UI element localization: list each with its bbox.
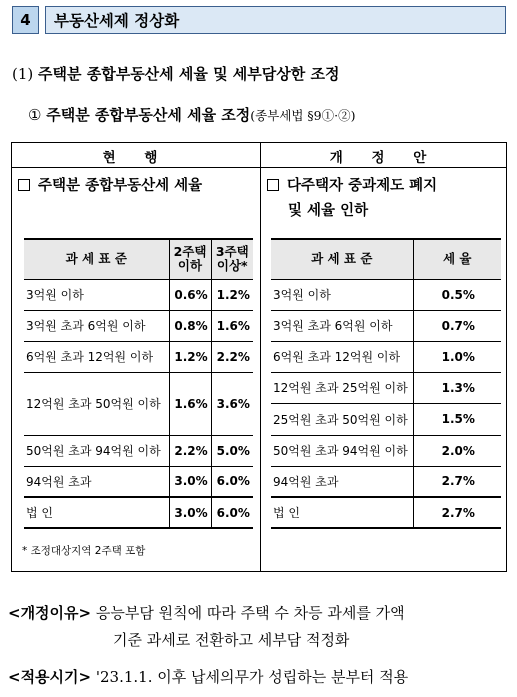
tax-base-cell: 25억원 초과 50억원 이하 xyxy=(271,403,413,435)
tax-base-cell: 50억원 초과 94억원 이하 xyxy=(24,435,169,466)
table-header-tax-base: 과 세 표 준 xyxy=(24,239,169,279)
rate-cell: 3.0% xyxy=(169,497,211,528)
section-title: 부동산세제 정상화 xyxy=(45,6,506,34)
rate-cell: 1.5% xyxy=(413,403,501,435)
rate-cell: 5.0% xyxy=(211,435,253,466)
rate-cell: 6.0% xyxy=(211,466,253,497)
rate-cell: 0.8% xyxy=(169,310,211,341)
rate-cell: 0.7% xyxy=(413,310,501,341)
rate-cell: 1.2% xyxy=(211,279,253,310)
tax-base-cell: 3억원 초과 6억원 이하 xyxy=(24,310,169,341)
rate-cell: 2.2% xyxy=(169,435,211,466)
rate-cell: 0.6% xyxy=(169,279,211,310)
tax-base-cell: 50억원 초과 94억원 이하 xyxy=(271,435,413,466)
comparison-box xyxy=(11,142,507,572)
heading-2-text: 주택분 종합부동산세 세율 조정 xyxy=(46,106,251,124)
rate-cell: 2.7% xyxy=(413,497,501,528)
table-row xyxy=(271,466,501,497)
current-rate-table xyxy=(24,238,253,529)
timing-label: <적용시기> xyxy=(8,668,92,686)
timing-paragraph xyxy=(8,666,408,687)
tax-base-cell: 법 인 xyxy=(24,497,169,528)
tax-base-cell: 법 인 xyxy=(271,497,413,528)
tax-base-cell: 3억원 이하 xyxy=(271,279,413,310)
section-header xyxy=(12,6,506,34)
table-row-corporation xyxy=(24,497,253,528)
rate-cell: 3.0% xyxy=(169,466,211,497)
table-row xyxy=(271,403,501,435)
heading-2-ref: (종부세법 §9①·②) xyxy=(250,108,356,123)
reason-label: <개정이유> xyxy=(8,604,92,622)
rate-cell: 1.6% xyxy=(169,372,211,435)
proposal-box-title: 다주택자 중과제도 폐지 및 세율 인하 xyxy=(267,174,437,224)
table-row xyxy=(271,372,501,403)
tax-base-cell: 3억원 이하 xyxy=(24,279,169,310)
footnote: * 조정대상지역 2주택 포함 xyxy=(22,545,146,557)
rate-cell: 2.0% xyxy=(413,435,501,466)
table-row xyxy=(24,279,253,310)
table-header-2house: 2주택 이하 xyxy=(169,239,211,279)
table-row xyxy=(24,372,253,435)
rate-cell: 1.0% xyxy=(413,341,501,372)
tax-base-cell: 94억원 초과 xyxy=(271,466,413,497)
section-number: 4 xyxy=(12,6,39,34)
timing-text: '23.1.1. 이후 납세의무가 성립하는 분부터 적용 xyxy=(95,668,409,686)
column-divider xyxy=(260,143,261,571)
table-row xyxy=(24,435,253,466)
proposal-rate-table xyxy=(271,238,501,529)
reason-paragraph xyxy=(8,600,405,654)
rate-cell: 1.3% xyxy=(413,372,501,403)
tax-base-cell: 6억원 초과 12억원 이하 xyxy=(271,341,413,372)
table-header-rate: 세 율 xyxy=(413,239,501,279)
tax-base-cell: 3억원 초과 6억원 이하 xyxy=(271,310,413,341)
table-row xyxy=(271,341,501,372)
rate-cell: 3.6% xyxy=(211,372,253,435)
tax-base-cell: 12억원 초과 25억원 이하 xyxy=(271,372,413,403)
checkbox-square-icon xyxy=(18,179,30,191)
rate-cell: 1.6% xyxy=(211,310,253,341)
table-header-3house: 3주택 이상* xyxy=(211,239,253,279)
table-header-tax-base: 과 세 표 준 xyxy=(271,239,413,279)
reason-line-1: 응능부담 원칙에 따라 주택 수 차등 과세를 가액 xyxy=(95,604,405,622)
rate-cell: 2.2% xyxy=(211,341,253,372)
table-row xyxy=(271,435,501,466)
heading-2-marker: ① xyxy=(28,106,42,124)
table-row xyxy=(271,279,501,310)
table-row xyxy=(24,310,253,341)
rate-cell: 6.0% xyxy=(211,497,253,528)
heading-1-text: 주택분 종합부동산세 세율 및 세부담상한 조정 xyxy=(38,65,340,83)
rate-cell: 1.2% xyxy=(169,341,211,372)
current-box-title: 주택분 종합부동산세 세율 xyxy=(18,174,202,199)
proposal-column-header: 개 정 안 xyxy=(329,150,439,166)
table-row xyxy=(24,466,253,497)
rate-cell: 2.7% xyxy=(413,466,501,497)
heading-1-prefix: (1) xyxy=(12,65,34,83)
header-rule xyxy=(12,167,506,168)
tax-base-cell: 12억원 초과 50억원 이하 xyxy=(24,372,169,435)
tax-base-cell: 94억원 초과 xyxy=(24,466,169,497)
heading-1 xyxy=(12,63,339,84)
table-row-corporation xyxy=(271,497,501,528)
checkbox-square-icon xyxy=(267,179,279,191)
table-row xyxy=(24,341,253,372)
current-column-header: 현 행 xyxy=(102,150,170,166)
reason-line-2: 기준 과세로 전환하고 세부담 적정화 xyxy=(113,631,350,649)
table-row xyxy=(271,310,501,341)
heading-2 xyxy=(28,104,356,125)
tax-base-cell: 6억원 초과 12억원 이하 xyxy=(24,341,169,372)
rate-cell: 0.5% xyxy=(413,279,501,310)
